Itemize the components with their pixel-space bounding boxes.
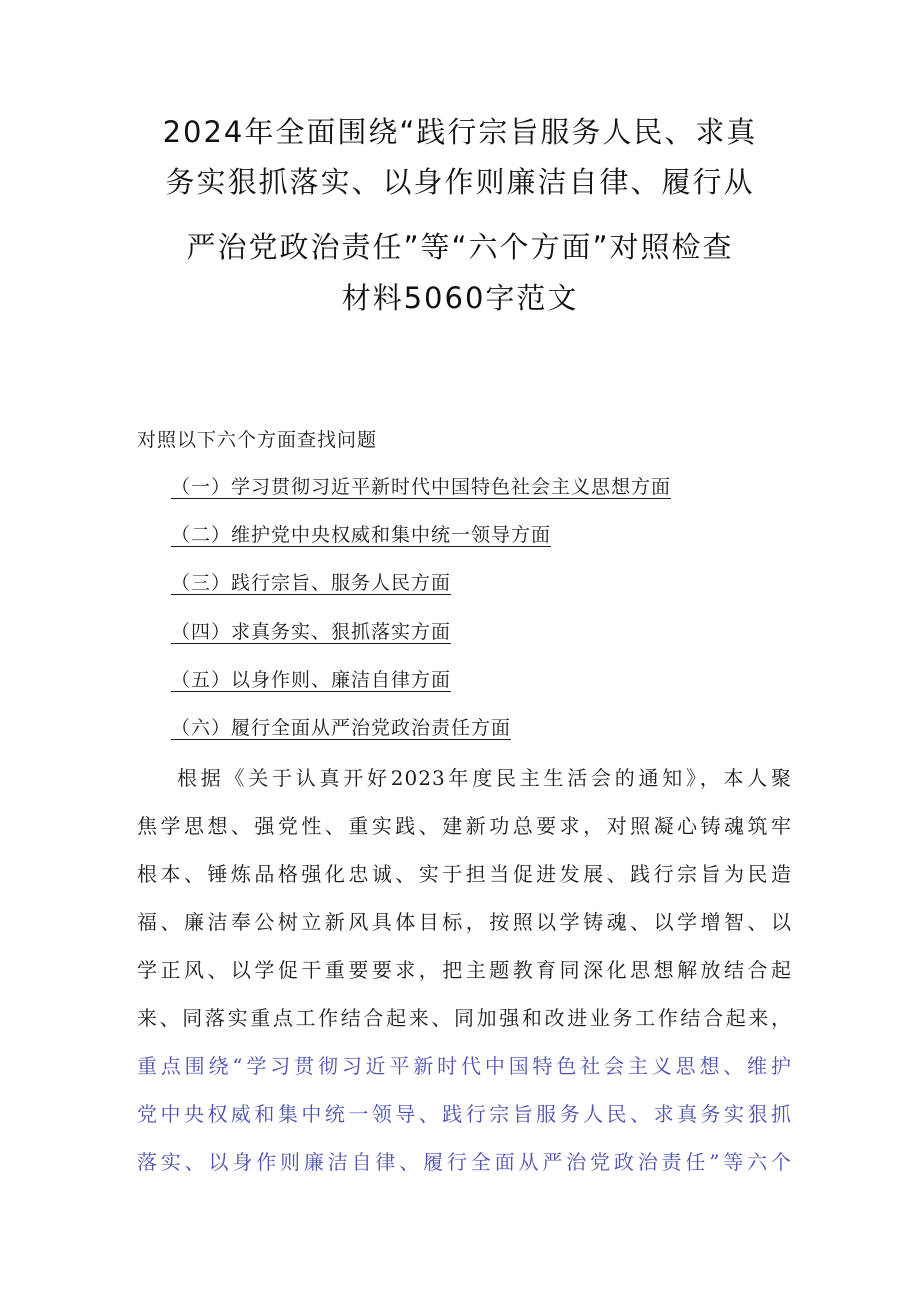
- highlighted-paragraph-line: 党中央权威和集中统一领导、践行宗旨服务人民、求真务实狠抓: [137, 1102, 792, 1126]
- document-title-line-4: 材料5060字范文: [341, 281, 579, 315]
- document-title-line-1: 2024年全面围绕“践行宗旨服务人民、求真: [162, 115, 758, 149]
- body-paragraph-line: 根本、锤炼品格强化忠诚、实于担当促进发展、践行宗旨为民造: [137, 862, 792, 886]
- toc-link-6[interactable]: （六）履行全面从严治党政治责任方面: [171, 717, 512, 739]
- document-title-line-3: 严治党政治责任”等“六个方面”对照检查: [186, 230, 734, 264]
- toc-link-3[interactable]: （三）践行宗旨、服务人民方面: [171, 572, 452, 594]
- body-paragraph-line: 福、廉洁奉公树立新风具体目标，按照以学铸魂、以学增智、以: [137, 910, 792, 934]
- toc-link-2[interactable]: （二）维护党中央权威和集中统一领导方面: [171, 524, 552, 546]
- toc-link-5[interactable]: （五）以身作则、廉洁自律方面: [171, 669, 452, 691]
- toc-link-1[interactable]: （一）学习贯彻习近平新时代中国特色社会主义思想方面: [171, 476, 672, 498]
- body-paragraph-line: 根据《关于认真开好2023年度民主生活会的通知》，本人聚: [177, 766, 792, 790]
- document-title-line-2: 务实狠抓落实、以身作则廉洁自律、履行从: [165, 165, 755, 199]
- toc-lead-text: 对照以下六个方面查找问题: [137, 429, 378, 451]
- highlighted-paragraph-line: 落实、以身作则廉洁自律、履行全面从严治党政治责任”等六个: [137, 1150, 792, 1174]
- body-paragraph-line: 焦学思想、强党性、重实践、建新功总要求，对照凝心铸魂筑牢: [137, 814, 792, 838]
- body-paragraph-line: 来、同落实重点工作结合起来、同加强和改进业务工作结合起来，: [137, 1006, 792, 1030]
- toc-link-4[interactable]: （四）求真务实、狠抓落实方面: [171, 621, 452, 643]
- highlighted-paragraph-line: 重点围绕“学习贯彻习近平新时代中国特色社会主义思想、维护: [137, 1054, 792, 1078]
- body-paragraph-line: 学正风、以学促干重要要求，把主题教育同深化思想解放结合起: [137, 958, 792, 982]
